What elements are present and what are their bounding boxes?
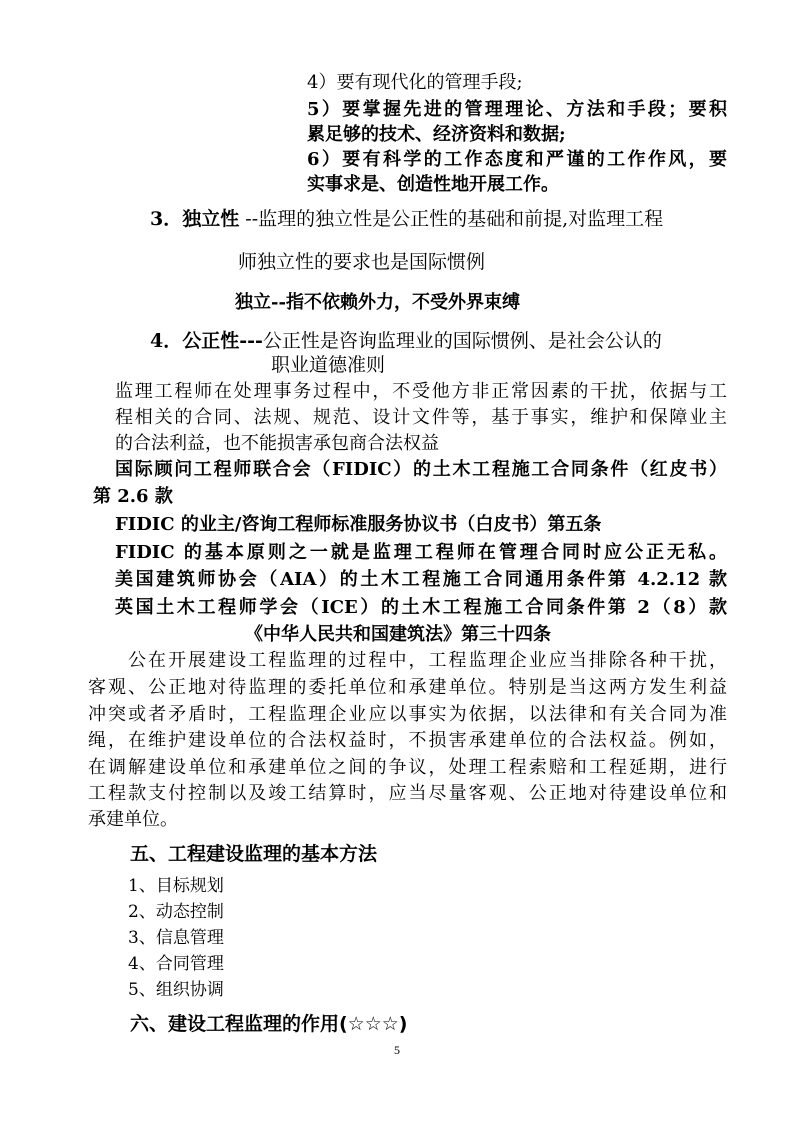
paragraph-line: [88, 679, 727, 697]
text-line: 4）要有现代化的管理手段;: [307, 72, 523, 93]
text-line: [307, 151, 727, 169]
reference-line: [115, 544, 727, 562]
reference-line: [115, 461, 727, 479]
text-line: 职业道德准则: [271, 354, 386, 376]
text-line: [115, 383, 727, 401]
reference-line: 第 2.6 款: [93, 486, 173, 507]
paragraph-line: 承建单位。: [88, 809, 178, 830]
paragraph-line: [88, 785, 727, 803]
method-item: 2、动态控制: [128, 902, 224, 922]
method-item: 5、组织协调: [128, 980, 224, 1000]
text-line-content: 6）要有科学的工作态度和严谨的工作作风，要: [307, 149, 727, 170]
text-line: [307, 101, 727, 119]
page-number: 5: [394, 1043, 400, 1057]
text-line-content: 冲突或者矛盾时，工程监理企业应以事实为依据，以法律和有关合同为准: [88, 704, 727, 725]
paragraph-line: [88, 732, 727, 750]
text-line: 的合法利益，也不能损害承包商合法权益: [115, 433, 439, 454]
text-line-content: 英国土木工程师学会（ICE）的土木工程施工合同条件第 2（8）款: [115, 597, 727, 618]
section-independence: [150, 210, 663, 229]
reference-line: [115, 571, 727, 589]
section-text: --监理的独立性是公正性的基础和前提,对监理工程: [239, 208, 664, 230]
text-line-content: 5）要掌握先进的管理理论、方法和手段；要积: [307, 99, 727, 120]
section-text: 公正性是咨询监理业的国际惯例、是社会公认的: [262, 330, 662, 352]
paragraph-line: [88, 759, 727, 777]
paragraph-line: [88, 706, 727, 724]
definition-line: 独立--指不依赖外力，不受外界束缚: [235, 292, 520, 313]
section-impartiality: [150, 332, 662, 351]
text-line: 累足够的技术、经济资料和数据;: [307, 124, 566, 145]
text-line-content: 程相关的合同、法规、规范、设计文件等，基于事实，维护和保障业主: [115, 407, 727, 428]
text-line-content: 工程款支付控制以及竣工结算时，应当尽量客观、公正地对待建设单位和: [88, 783, 727, 804]
paragraph-line: [128, 652, 727, 670]
text-line-content: 美国建筑师协会（AIA）的土木工程施工合同通用条件第 4.2.12 款: [115, 569, 727, 590]
text-line: [115, 409, 727, 427]
section-label: 3．独立性: [150, 208, 240, 230]
method-item: 1、目标规划: [128, 876, 224, 896]
text-line: 师独立性的要求也是国际惯例: [238, 251, 486, 273]
text-line-content: 监理工程师在处理事务过程中，不受他方非正常因素的干扰，依据与工: [115, 381, 727, 402]
method-item: 4、合同管理: [128, 954, 224, 974]
text-line-content: 在调解建设单位和承建单位之间的争议，处理工程索赔和工程延期，进行: [88, 757, 727, 778]
text-line: 实事求是、创造性地开展工作。: [307, 174, 559, 195]
text-line-content: 客观、公正地对待监理的委托单位和承建单位。特别是当这两方发生利益: [88, 677, 727, 698]
method-item: 3、信息管理: [128, 928, 224, 948]
section-label: 4．公正性---: [150, 330, 263, 352]
section-heading-6: 六、建设工程监理的作用(☆☆☆): [130, 1013, 408, 1035]
reference-line: [115, 599, 727, 617]
text-line-content: 国际顾问工程师联合会（FIDIC）的土木工程施工合同条件（红皮书）: [115, 459, 727, 480]
text-line-content: 公在开展建设工程监理的过程中，工程监理企业应当排除各种干扰，: [128, 650, 727, 671]
text-line-content: FIDIC 的基本原则之一就是监理工程师在管理合同时应公正无私。: [115, 542, 727, 563]
reference-line: FIDIC 的业主/咨询工程师标准服务协议书（白皮书）第五条: [115, 514, 602, 535]
text-line-content: 绳，在维护建设单位的合法权益时，不损害承建单位的合法权益。例如，: [88, 730, 727, 751]
reference-line: 《中华人民共和国建筑法》第三十四条: [245, 624, 551, 645]
section-heading-5: 五、工程建设监理的基本方法: [130, 843, 378, 865]
